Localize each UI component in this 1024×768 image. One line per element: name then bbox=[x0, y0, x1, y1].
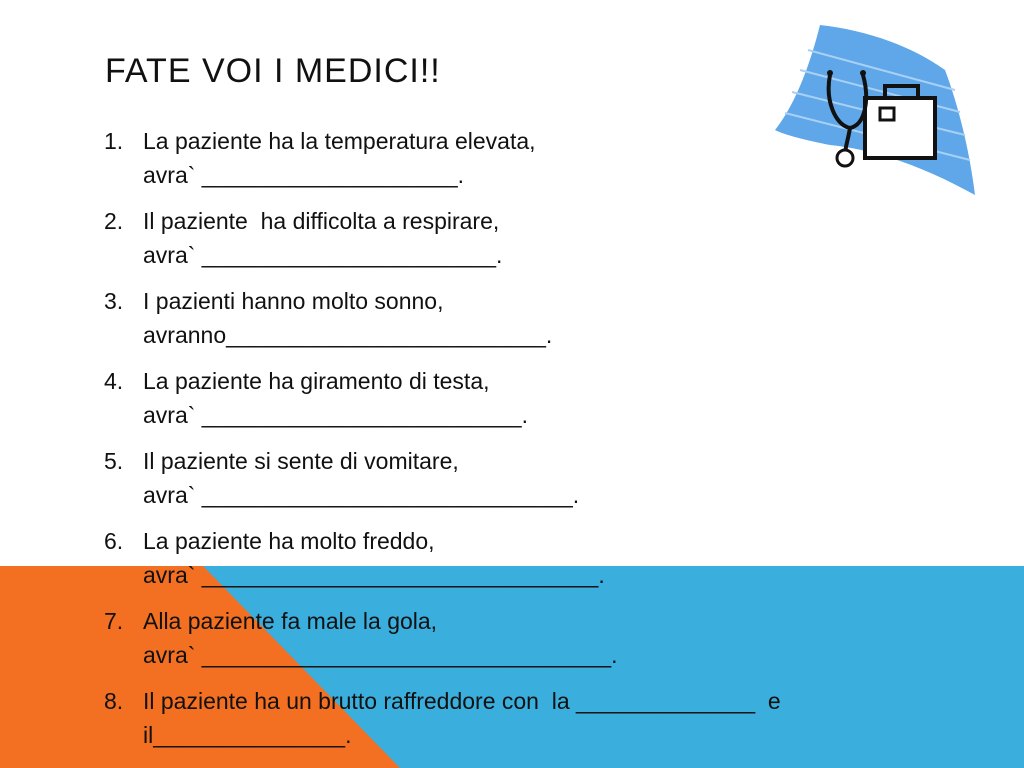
item-number: 7. bbox=[104, 608, 124, 634]
exercise-item-5 bbox=[104, 444, 904, 512]
item-answer-line: avra` _______________________________. bbox=[143, 562, 605, 588]
stethoscope-earpiece-left bbox=[827, 70, 833, 76]
exercise-item-3 bbox=[104, 284, 904, 352]
item-text: La paziente ha molto freddo, bbox=[143, 528, 435, 554]
item-answer-line: avra` _______________________. bbox=[143, 242, 503, 268]
stethoscope-earpiece-right bbox=[860, 70, 866, 76]
item-number: 2. bbox=[104, 208, 124, 234]
slide-title: FATE VOI I MEDICI!! bbox=[105, 52, 441, 90]
item-text: Il paziente ha un brutto raffreddore con la ______________ e bbox=[143, 688, 781, 714]
medical-bag-clasp bbox=[880, 108, 894, 120]
item-number: 1. bbox=[104, 128, 124, 154]
exercise-item-6 bbox=[104, 524, 904, 592]
item-text: La paziente ha la temperatura elevata, bbox=[143, 128, 536, 154]
item-answer-line: avra` ____________________. bbox=[143, 162, 465, 188]
exercise-list bbox=[104, 124, 904, 764]
exercise-item-8 bbox=[104, 684, 904, 752]
exercise-item-4 bbox=[104, 364, 904, 432]
exercise-item-2 bbox=[104, 204, 904, 272]
item-number: 5. bbox=[104, 448, 124, 474]
item-text: Il paziente ha difficolta a respirare, bbox=[143, 208, 500, 234]
item-number: 4. bbox=[104, 368, 124, 394]
exercise-item-1 bbox=[104, 124, 904, 192]
exercise-item-7 bbox=[104, 604, 904, 672]
item-answer-line: avranno_________________________. bbox=[143, 322, 553, 348]
item-number: 6. bbox=[104, 528, 124, 554]
item-text: Alla paziente fa male la gola, bbox=[143, 608, 438, 634]
item-answer-line: avra` _____________________________. bbox=[143, 482, 580, 508]
item-answer-line: il_______________. bbox=[143, 722, 352, 748]
item-text: Il paziente si sente di vomitare, bbox=[143, 448, 459, 474]
item-answer-line: avra` ________________________________. bbox=[143, 642, 618, 668]
item-number: 3. bbox=[104, 288, 124, 314]
item-answer-line: avra` _________________________. bbox=[143, 402, 528, 428]
item-text: La paziente ha giramento di testa, bbox=[143, 368, 490, 394]
item-number: 8. bbox=[104, 688, 124, 714]
item-text: I pazienti hanno molto sonno, bbox=[143, 288, 444, 314]
